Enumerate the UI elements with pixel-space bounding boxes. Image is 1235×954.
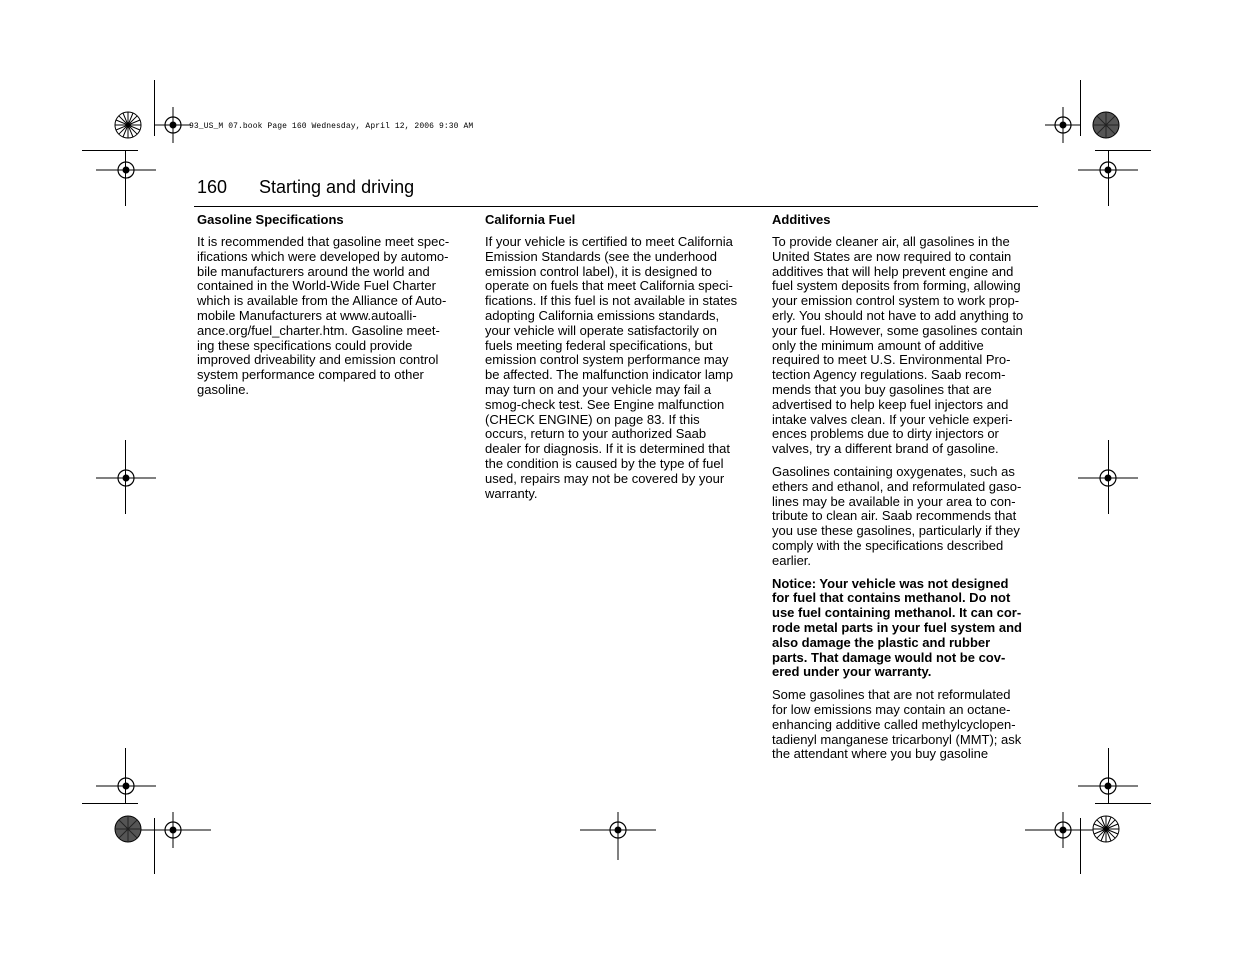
section-heading: Gasoline Specifications	[197, 212, 344, 227]
column-gasoline-specifications	[197, 212, 472, 406]
registration-mark-icon	[155, 107, 191, 143]
section-heading: California Fuel	[485, 212, 576, 227]
crop-line	[1108, 150, 1109, 206]
crop-line	[125, 748, 126, 804]
page-number: 160	[197, 177, 228, 197]
crop-line	[125, 440, 126, 514]
crop-line	[1108, 440, 1109, 514]
column-california-fuel	[485, 212, 760, 509]
header-rule	[194, 206, 1038, 207]
column-additives	[772, 212, 1047, 770]
body-paragraph: Gasolines containing oxygenates, such as ethers and ethanol, and reformulated gaso- lines may be available in your area to con- tribute to clean air. Saab recommends that you use these gasolines, particularly if they comply with the specifications described earlier.	[772, 463, 1022, 568]
notice-paragraph: Notice: Your vehicle was not designed for fuel that contains methanol. Do not use fuel containing methanol. It can cor- rode metal parts in your fuel system and also damage the plastic and rubber parts. That damage would not be cov- ered under your warranty.	[772, 575, 1022, 680]
print-slug-line: 93_US_M 07.book Page 160 Wednesday, April 12, 2006 9:30 AM	[189, 122, 474, 131]
registration-mark-icon	[96, 458, 156, 498]
body-paragraph: To provide cleaner air, all gasolines in the United States are now required to contain additives that will help prevent engine and fuel system deposits from forming, allowing your emission control system to work prop- erly. You should not have to add anything to your fuel. However, some gasolines contain only the minimum amount of additive required to meet U.S. Environmental Pro- tection Agency regulations. Saab recom- mends that you buy gasolines that are advertised to help keep fuel injectors and intake valves clean. If your vehicle experi- ences problems due to dirty injectors or valves, try a different brand of gasoline.	[772, 234, 1024, 457]
star-target-icon	[1092, 815, 1120, 843]
registration-mark-icon	[96, 766, 156, 806]
star-target-icon	[114, 111, 142, 139]
star-target-icon	[1092, 111, 1120, 139]
body-paragraph: Some gasolines that are not reformulated for low emissions may contain an octane- enhancing additive called methylcyclopen- tadienyl manganese tricarbonyl (MMT); ask the attendant where you buy gasoline	[772, 687, 1022, 762]
registration-mark-icon	[580, 812, 656, 860]
crop-line	[1108, 748, 1109, 804]
section-heading: Additives	[772, 212, 831, 227]
registration-mark-icon	[135, 812, 211, 848]
body-paragraph: It is recommended that gasoline meet spec- ifications which were developed by automo- bile manufacturers around the world and contained in the World-Wide Fuel Charter which is available from the Alliance of Auto- mobile Manufacturers at www.autoalli- ance.org/fuel_charter.htm. Gasoline meet- ing these specifications could provide improved driveability and emission control system performance compared to other gasoline.	[197, 234, 450, 397]
registration-mark-icon	[96, 150, 156, 190]
star-target-icon	[114, 815, 142, 843]
body-paragraph: If your vehicle is certified to meet California Emission Standards (see the underhood emission control label), it is designed to operate on fuels that meet California speci- fications. If this fuel is not available in states adopting California emissions standards, your vehicle will operate satisfactorily on fuels meeting federal specifications, but emission control system performance may be affected. The malfunction indicator lamp may turn on and your vehicle may fail a smog-check test. See Engine malfunction (CHECK ENGINE) on page 83. If this occurs, return to your authorized Saab dealer for diagnosis. If it is determined that the condition is caused by the type of fuel used, repairs may not be covered by your warranty.	[485, 234, 738, 501]
registration-mark-icon	[1025, 812, 1101, 848]
chapter-title: Starting and driving	[259, 177, 415, 197]
crop-line	[125, 150, 126, 206]
registration-mark-icon	[1045, 107, 1081, 143]
